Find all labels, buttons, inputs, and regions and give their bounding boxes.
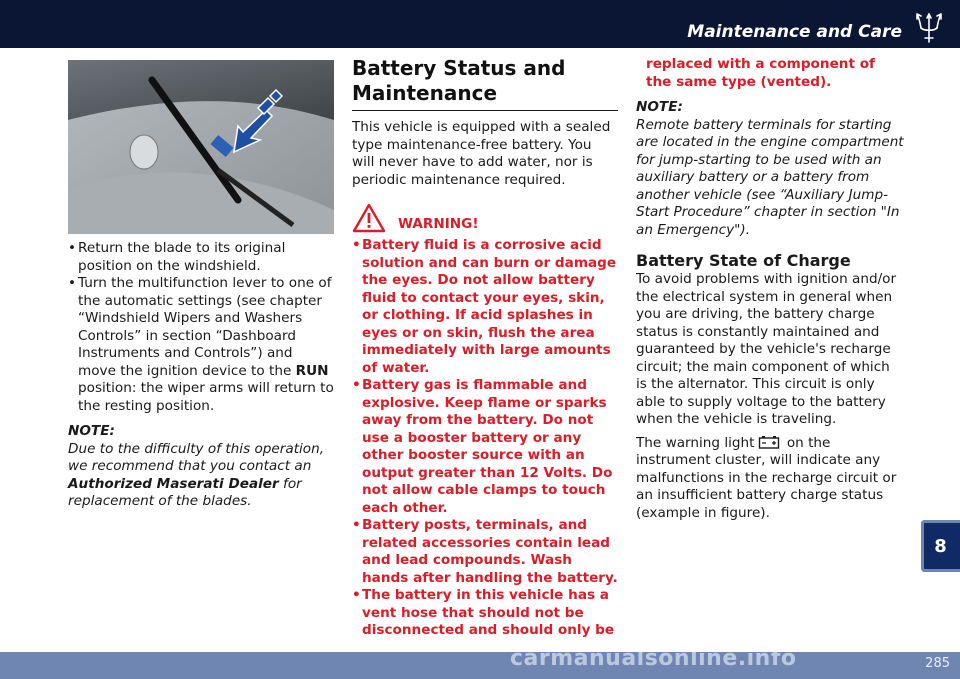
warning-continued: replaced with a component of the same type (vented). [646, 56, 875, 90]
battery-warning-icon [758, 435, 780, 449]
intro-paragraph: This vehicle is equipped with a sealed type maintenance-free battery. You will never have to add water, nor is periodic maintenance required. [352, 119, 611, 188]
middle-column [352, 56, 618, 640]
list-item: • The battery in this vehicle has a vent hose that should not be disconnected and should only be [352, 587, 618, 640]
warning-title: WARNING! [398, 215, 479, 232]
charge-paragraph: To avoid problems with ignition and/or the electrical system in general when you are driving, the battery charge status is constantly maintained and guaranteed by the vehicle's recharge circuit; the main component of which is the alternator. This circuit is only able to supply voltage to the battery when the vehicle is traveling. [636, 271, 897, 427]
warning-header [352, 203, 618, 233]
list-item: • Battery gas is flammable and explosive. Keep flame or sparks away from the battery. Do not use a booster battery or any other booster source with an output greater than 12 Volts. Do not allow cable clamps to touch each other. [352, 377, 618, 517]
left-column [68, 60, 334, 511]
maserati-trident-logo [914, 8, 944, 44]
list-item: • Battery posts, terminals, and related accessories contain lead and lead compounds. Wash hands after handling the battery. [352, 517, 618, 587]
list-item: • Turn the multifunction lever to one of the automatic settings (see chapter “Windshield Wipers and Washers Controls” in section “Dashboard Instruments and Controls”) and move the ignition device to the RUN position: the wiper arms will return to the resting position. [68, 275, 334, 415]
page-footer [0, 652, 960, 679]
wiper-blade-photo [68, 60, 334, 234]
chapter-tab: 8 [921, 520, 960, 572]
list-item: • Return the blade to its original position on the windshield. [68, 240, 334, 275]
run-keyword: RUN [295, 362, 329, 379]
page-number: 285 [925, 656, 950, 671]
warning-list [352, 237, 618, 640]
warning-triangle-icon [352, 203, 386, 233]
note-heading: NOTE: [68, 423, 115, 439]
list-item: • Battery fluid is a corrosive acid solution and can burn or damage the eyes. Do not allow battery fluid to contact your eyes, skin, or clothing. If acid splashes in eyes or on skin, flush the area immediately with large amounts of water. [352, 237, 618, 377]
right-column [636, 56, 904, 522]
page-header [0, 0, 960, 48]
note-heading: NOTE: [636, 99, 683, 115]
section-title: Maintenance and Care [687, 22, 902, 42]
note-body: Due to the difficulty of this operation, we recommend that you contact an Authorized Maserati Dealer for replacement of the blades. [68, 440, 325, 509]
dealer-name: Authorized Maserati Dealer [68, 475, 279, 492]
watermark: carmanualsonline.info [510, 646, 797, 671]
wiper-steps-list [68, 240, 334, 415]
subheading: Battery State of Charge [636, 251, 851, 270]
section-heading: Battery Status and Maintenance [352, 56, 618, 111]
note-body: Remote battery terminals for starting are located in the engine compartment for jump-starting to be used with an auxiliary battery or a battery from another vehicle (see “Auxiliary Jump-Start Procedure” chapter in section "In an Emergency"). [636, 116, 904, 238]
warning-light-paragraph: The warning light on the instrument cluster, will indicate any malfunctions in the recharge circuit or an insufficient battery charge status (example in figure). [636, 434, 897, 521]
